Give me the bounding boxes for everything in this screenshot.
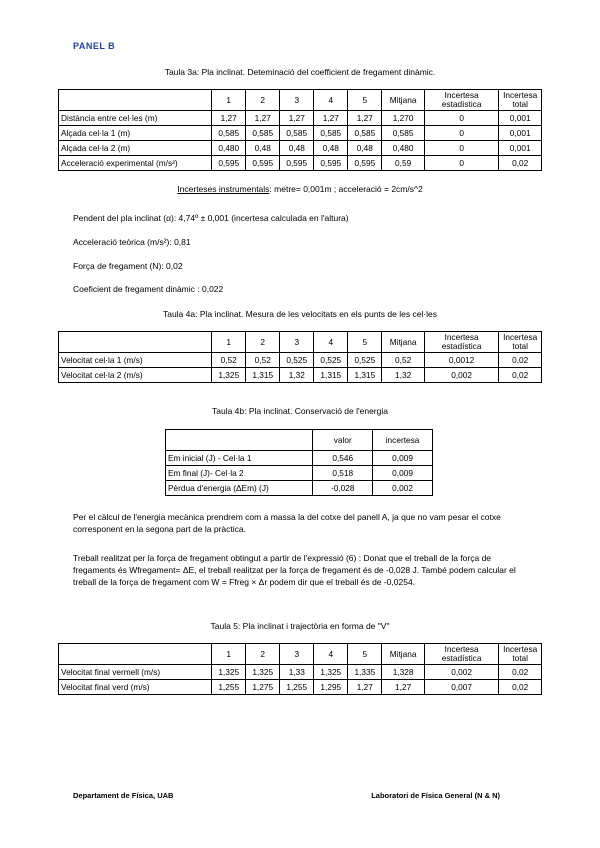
table-cell: 0,009 [373, 466, 433, 481]
table-row [59, 141, 542, 156]
table-cell: 0,52 [212, 353, 246, 368]
row-label: Velocitat cel·la 1 (m/s) [59, 353, 212, 368]
table-cell: 0,48 [314, 141, 348, 156]
table-row [166, 466, 433, 481]
table-cell: 1,32 [280, 368, 314, 383]
table-cell: 1,335 [348, 665, 382, 680]
header-cell: Incertesa total [499, 90, 542, 111]
header-cell: Mitjana [382, 644, 425, 665]
table-cell: 0,595 [348, 156, 382, 171]
table-cell: 1,295 [314, 680, 348, 695]
table-cell: -0,028 [313, 481, 373, 496]
table-cell: 0,585 [382, 126, 425, 141]
header-cell [166, 430, 313, 451]
table-cell: 0 [424, 156, 498, 171]
table-row [59, 368, 542, 383]
table-cell: 0,02 [499, 368, 542, 383]
table-row [166, 481, 433, 496]
result-acc-teorica: Acceleració teòrica (m/s²): 0,81 [73, 237, 191, 247]
footer-left: Departament de Física, UAB [73, 791, 174, 800]
table-cell: 0,009 [373, 451, 433, 466]
table-row [59, 156, 542, 171]
table-cell: 1,27 [212, 111, 246, 126]
table-header-row [59, 332, 542, 353]
table-cell: 0,595 [246, 156, 280, 171]
table-cell: 0,595 [212, 156, 246, 171]
table-cell: 0 [424, 126, 498, 141]
table-cell: 1,315 [314, 368, 348, 383]
table-cell: 1,27 [382, 680, 425, 695]
table-cell: 0,48 [280, 141, 314, 156]
header-cell [59, 90, 212, 111]
row-label: Velocitat cel·la 2 (m/s) [59, 368, 212, 383]
header-cell: 2 [246, 90, 280, 111]
table5 [58, 643, 542, 695]
table-cell: 0,48 [246, 141, 280, 156]
table-row [59, 680, 542, 695]
row-label: Distància entre cel·les (m) [59, 111, 212, 126]
table3a-note-text: : metre= 0,001m ; acceleració = 2cm/s^2 [269, 184, 423, 194]
table-cell: 0,59 [382, 156, 425, 171]
table-row [59, 111, 542, 126]
row-label: Acceleració experimental (m/s²) [59, 156, 212, 171]
table-cell: 0,480 [382, 141, 425, 156]
header-cell [59, 644, 212, 665]
row-label: Alçada cel·la 1 (m) [59, 126, 212, 141]
table-cell: 0,02 [499, 156, 542, 171]
row-label: Alçada cel·la 2 (m) [59, 141, 212, 156]
table-row [59, 665, 542, 680]
table-cell: 1,255 [212, 680, 246, 695]
table-cell: 0,595 [280, 156, 314, 171]
table-header-row [59, 90, 542, 111]
header-cell: 1 [212, 90, 246, 111]
table-cell: 1,27 [348, 111, 382, 126]
row-label: Pèrdua d'energia (ΔEm) (J) [166, 481, 313, 496]
result-coeficient: Coeficient de fregament dinàmic : 0,022 [73, 284, 224, 294]
table3a [58, 89, 542, 171]
table-cell: 0,585 [246, 126, 280, 141]
table-cell: 1,315 [348, 368, 382, 383]
table-cell: 0,546 [313, 451, 373, 466]
header-cell: 3 [280, 644, 314, 665]
table-cell: 0,595 [314, 156, 348, 171]
table-row [166, 451, 433, 466]
header-cell: 4 [314, 644, 348, 665]
table-cell: 1,27 [280, 111, 314, 126]
table-cell: 0,02 [499, 680, 542, 695]
table-cell: 1,315 [246, 368, 280, 383]
header-cell: Incertesa estadística [424, 644, 498, 665]
table-cell: 1,255 [280, 680, 314, 695]
table-cell: 1,32 [382, 368, 425, 383]
table-cell: 1,328 [382, 665, 425, 680]
header-cell: incertesa [373, 430, 433, 451]
table-cell: 1,27 [246, 111, 280, 126]
table-cell: 0 [424, 111, 498, 126]
table-cell: 0,48 [348, 141, 382, 156]
header-cell: 5 [348, 90, 382, 111]
table4a [58, 331, 542, 383]
table-cell: 0,002 [373, 481, 433, 496]
table3a-caption: Taula 3a: Pla inclinat. Deteminació del coefficient de fregament dinàmic. [164, 67, 436, 77]
table-header-row [166, 430, 433, 451]
header-cell: 4 [314, 90, 348, 111]
table-row [59, 353, 542, 368]
table-cell: 0 [424, 141, 498, 156]
header-cell: Mitjana [382, 90, 425, 111]
row-label: Velocitat final vermell (m/s) [59, 665, 212, 680]
header-cell: Incertesa estadística [424, 332, 498, 353]
table-cell: 1,325 [212, 368, 246, 383]
table-cell: 1,325 [314, 665, 348, 680]
table-cell: 1,33 [280, 665, 314, 680]
header-cell: Incertesa total [499, 644, 542, 665]
table4a-caption: Taula 4a: Pla inclinat. Mesura de les velocitats en els punts de les cel·les [162, 309, 438, 319]
header-cell [59, 332, 212, 353]
table-header-row [59, 644, 542, 665]
table-cell: 0,001 [499, 111, 542, 126]
table5-caption: Taula 5: Pla inclinat i trajectòria en forma de "V" [210, 621, 390, 631]
table-cell: 0,007 [424, 680, 498, 695]
table4b [165, 429, 433, 496]
table-cell: 0,02 [499, 353, 542, 368]
paragraph-treball: Treball realitzat per la força de fregament obtingut a partir de l'expressió (6) : Donat que el treball de la força de fregaments és Wfregament= ΔE, el treball realitzat per la força de fregament és de -0,028 J. També podem calcular el treball de la força de fregament com W = Ffreg × Δr podem dir que el treball és de -0,0254. [73, 553, 516, 587]
header-cell: Mitjana [382, 332, 425, 353]
header-cell: 2 [246, 332, 280, 353]
table-cell: 1,27 [314, 111, 348, 126]
result-forca: Força de fregament (N): 0,02 [73, 261, 183, 271]
table-cell: 0,002 [424, 368, 498, 383]
header-cell: 1 [212, 332, 246, 353]
panel-title: PANEL B [73, 41, 116, 51]
table-cell: 1,325 [212, 665, 246, 680]
result-pendent: Pendent del pla inclinat (α): 4,74º ± 0,001 (incertesa calculada en l'altura) [73, 213, 349, 223]
table-cell: 0,585 [314, 126, 348, 141]
header-cell: 3 [280, 90, 314, 111]
table-cell: 0,0012 [424, 353, 498, 368]
footer-right: Laboratori de Física General (N & N) [371, 791, 500, 800]
header-cell: 5 [348, 332, 382, 353]
paragraph-massa: Per el càlcul de l'energia mecànica prendrem com a massa la del cotxe del panell A, ja que no vam pesar el cotxe corresponent en la segona part de la pràctica. [73, 512, 501, 534]
table-cell: 0,585 [280, 126, 314, 141]
header-cell: 1 [212, 644, 246, 665]
table-cell: 1,270 [382, 111, 425, 126]
row-label: Velocitat final verd (m/s) [59, 680, 212, 695]
table-cell: 0,525 [280, 353, 314, 368]
table-cell: 0,001 [499, 141, 542, 156]
header-cell: valor [313, 430, 373, 451]
table-cell: 0,001 [499, 126, 542, 141]
row-label: Em final (J)- Cel·la 2 [166, 466, 313, 481]
table-cell: 0,525 [348, 353, 382, 368]
table-row [59, 126, 542, 141]
row-label: Em inicial (J) - Cel·la 1 [166, 451, 313, 466]
header-cell: Incertesa total [499, 332, 542, 353]
table-cell: 0,002 [424, 665, 498, 680]
table-cell: 0,52 [382, 353, 425, 368]
table3a-note [0, 184, 600, 194]
table-cell: 0,518 [313, 466, 373, 481]
table-cell: 1,27 [348, 680, 382, 695]
table-cell: 1,325 [246, 665, 280, 680]
table3a-note-label: Incerteses instrumentals [177, 184, 270, 194]
header-cell: 5 [348, 644, 382, 665]
table-cell: 0,02 [499, 665, 542, 680]
header-cell: 3 [280, 332, 314, 353]
table4b-caption: Taula 4b: Pla inclinat. Conservació de l'energia [212, 406, 388, 416]
table-cell: 0,525 [314, 353, 348, 368]
header-cell: Incertesa estadística [424, 90, 498, 111]
table-cell: 0,480 [212, 141, 246, 156]
table-cell: 0,585 [212, 126, 246, 141]
header-cell: 4 [314, 332, 348, 353]
table-cell: 1,275 [246, 680, 280, 695]
table-cell: 0,585 [348, 126, 382, 141]
table-cell: 0,52 [246, 353, 280, 368]
header-cell: 2 [246, 644, 280, 665]
